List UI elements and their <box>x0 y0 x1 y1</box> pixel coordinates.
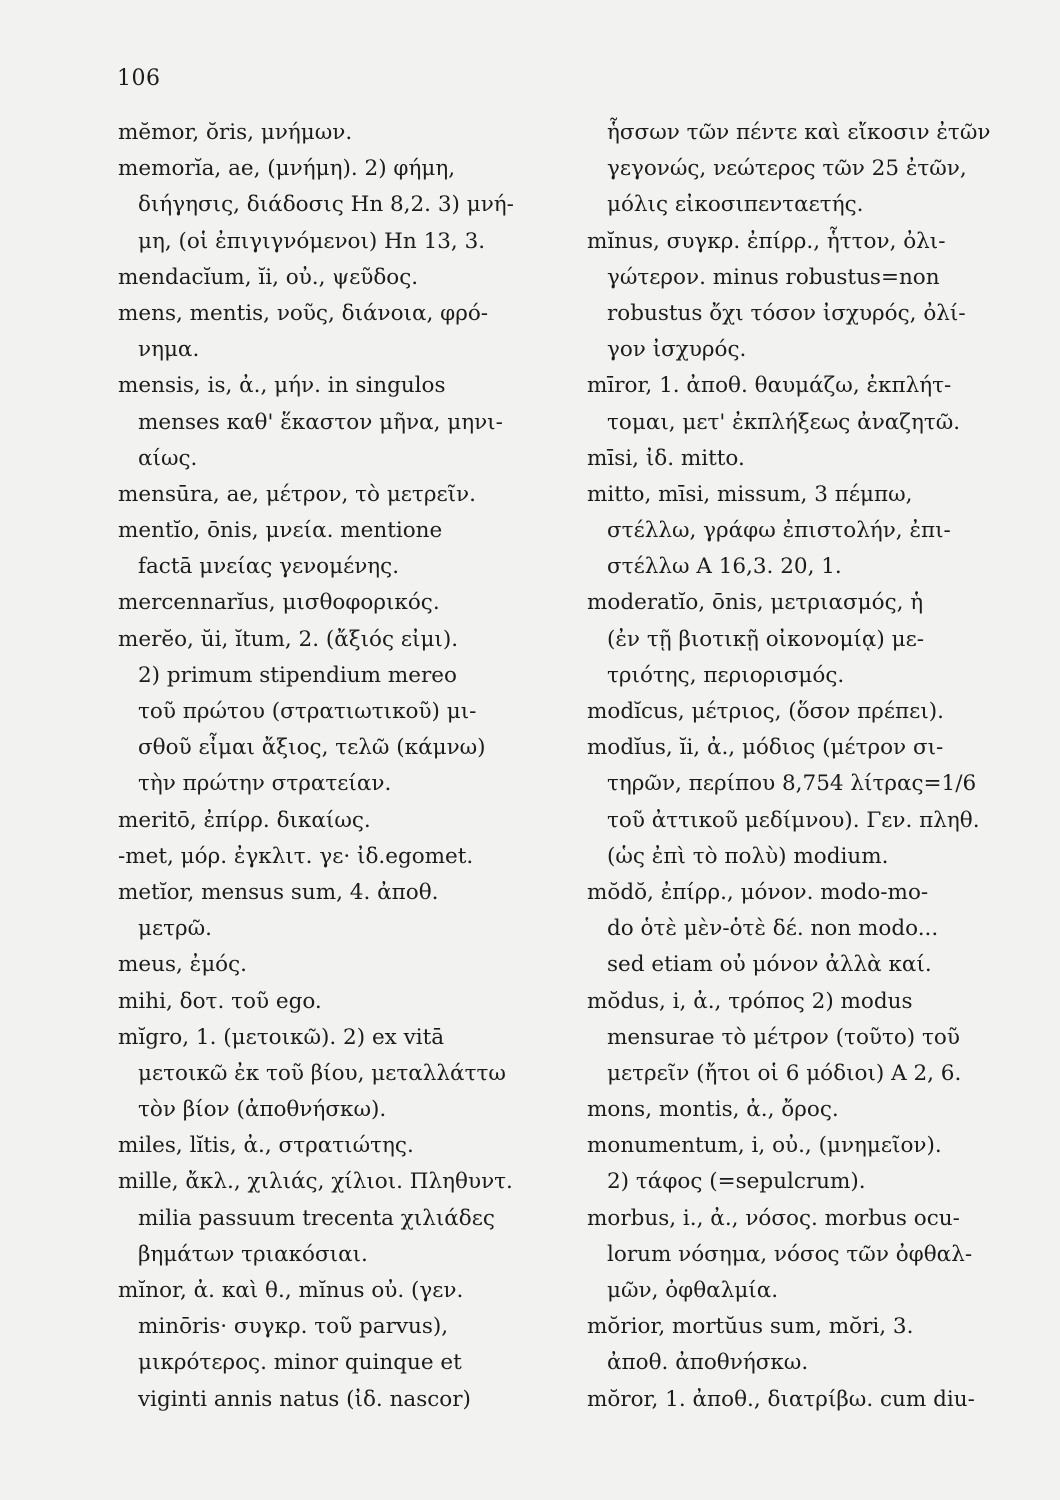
entry-line: στέλλω A 16,3. 20, 1. <box>607 554 842 580</box>
entry-line: merĕo, ŭi, ĭtum, 2. (ἄξιός εἰμι). <box>118 626 459 652</box>
entry-line: γώτερον. minus robustus=non <box>607 264 940 290</box>
entry-line: viginti annis natus (ἰδ. nascor) <box>138 1386 471 1412</box>
entry-line: mīsi, ἰδ. mitto. <box>587 445 745 471</box>
entry-line: mentĭo, ōnis, μνεία. mentione <box>118 518 443 544</box>
entry-line: 2) τάφος (=sepulcrum). <box>607 1169 866 1195</box>
entry-line: mĭnor, ἀ. καὶ θ., mĭnus οὐ. (γεν. <box>118 1278 464 1303</box>
entry-line: mĭgro, 1. (μετοικῶ). 2) ex vitā <box>118 1024 445 1050</box>
entry-line: do ὁτὲ μὲν-ὁτὲ δέ. non modo... <box>607 916 939 942</box>
entry-line: mensis, is, ἀ., μήν. in singulos <box>118 373 446 399</box>
entry-line: memorĭa, ae, (μνήμη). 2) φήμη, <box>118 156 456 182</box>
entry-line: τοῦ πρώτου (στρατιωτικοῦ) μι- <box>138 699 477 724</box>
entry-line: mitto, mīsi, missum, 3 πέμπω, <box>587 481 913 507</box>
entry-line: μετοικῶ ἐκ τοῦ βίου, μεταλλάττω <box>138 1060 506 1086</box>
entry-line: μῶν, ὀφθαλμία. <box>607 1278 779 1303</box>
entry-line: βημάτων τριακόσιαι. <box>138 1241 368 1267</box>
entry-line: morbus, i., ἀ., νόσος. morbus ocu- <box>587 1205 960 1231</box>
entry-line: modĭus, ĭi, ἀ., μόδιος (μέτρον σι- <box>587 735 944 761</box>
entry-line: mille, ἄκλ., χιλιάς, χίλιοι. Πληθυντ. <box>118 1169 513 1195</box>
entry-line: meritō, ἐπίρρ. δικαίως. <box>118 807 371 833</box>
entry-line: moderatĭo, ōnis, μετριασμός, ἡ <box>587 590 924 616</box>
entry-line: mens, mentis, νοῦς, διάνοια, φρό- <box>118 300 489 326</box>
entry-line: τὸν βίον (ἀποθνήσκω). <box>138 1097 387 1123</box>
entry-line: menses καθ' ἕκαστον μῆνα, μηνι- <box>138 409 503 435</box>
entry-line: mensurae τὸ μέτρον (τοῦτο) τοῦ <box>607 1024 960 1050</box>
entry-line: mŏrior, mortŭus sum, mŏri, 3. <box>587 1314 914 1340</box>
entry-line: mŏdus, i, ἀ., τρόπος 2) modus <box>587 988 913 1014</box>
entry-line: milia passuum trecenta χιλιάδες <box>138 1205 495 1231</box>
entry-line: mendacĭum, ĭi, οὐ., ψεῦδος. <box>118 264 419 290</box>
entry-line: μόλις εἰκοσιπενταετής. <box>607 192 864 218</box>
entry-line: μη, (οἱ ἐπιγιγνόμενοι) Hn 13, 3. <box>138 228 486 254</box>
entry-line: (ὡς ἐπὶ τὸ πολὺ) modium. <box>607 843 889 869</box>
entry-line: mons, montis, ἀ., ὄρος. <box>587 1097 839 1123</box>
entry-line: γον ἰσχυρός. <box>607 337 747 363</box>
entry-line: mensūra, ae, μέτρον, τὸ μετρεῖν. <box>118 481 476 507</box>
entry-line: meus, ἐμός. <box>118 952 247 978</box>
entry-line: factā μνείας γενομένης. <box>138 554 400 580</box>
entry-line: lorum νόσημα, νόσος τῶν ὀφθαλ- <box>607 1241 973 1267</box>
entry-line: minōris· συγκρ. τοῦ parvus), <box>138 1314 449 1340</box>
entry-line: μετρεῖν (ἤτοι οἱ 6 μόδιοι) A 2, 6. <box>607 1060 962 1086</box>
entry-line: mihi, δοτ. τοῦ ego. <box>118 988 322 1014</box>
entry-line: ἀποθ. ἀποθνήσκω. <box>607 1350 809 1376</box>
entry-line: monumentum, i, οὐ., (μνημεῖον). <box>587 1133 942 1159</box>
entry-line: robustus ὄχι τόσον ἰσχυρός, ὀλί- <box>607 300 966 326</box>
entry-line: mercennarĭus, μισθοφορικός. <box>118 590 440 616</box>
entry-line: modĭcus, μέτριος, (ὅσον πρέπει). <box>587 699 944 724</box>
entry-line: -met, μόρ. ἐγκλιτ. γε· ἰδ.egomet. <box>118 843 474 869</box>
entry-line: τηρῶν, περίπου 8,754 λίτρας=1/6 <box>607 771 977 797</box>
right-column <box>587 115 1032 1418</box>
entry-line: ἧσσων τῶν πέντε καὶ εἴκοσιν ἐτῶν <box>607 120 991 145</box>
entry-line: mĭnus, συγκρ. ἐπίρρ., ἧττον, ὀλι- <box>587 228 946 254</box>
entry-line: miles, lĭtis, ἀ., στρατιώτης. <box>118 1133 414 1159</box>
entry-line: σθοῦ εἶμαι ἄξιος, τελῶ (κάμνω) <box>138 735 486 761</box>
entry-line: τριότης, περιορισμός. <box>607 662 845 688</box>
entry-line: στέλλω, γράφω ἐπιστολήν, ἐπι- <box>607 518 951 544</box>
entry-line: metĭor, mensus sum, 4. ἀποθ. <box>118 879 439 905</box>
entry-line: mŏdŏ, ἐπίρρ., μόνον. modo-mo- <box>587 879 929 905</box>
entry-line: νημα. <box>138 337 200 363</box>
entry-line: διήγησις, διάδοσις Hn 8,2. 3) μνή- <box>138 192 514 218</box>
entry-line: mŏror, 1. ἀποθ., διατρίβω. cum diu- <box>587 1386 975 1412</box>
entry-line: sed etiam οὐ μόνον ἀλλὰ καί. <box>607 952 932 978</box>
entry-line: τοῦ ἀττικοῦ μεδίμνου). Γεν. πληθ. <box>607 807 980 833</box>
left-column <box>118 115 558 1418</box>
entry-line: μετρῶ. <box>138 916 213 942</box>
entry-line: τὴν πρώτην στρατείαν. <box>138 771 392 797</box>
entry-line: αίως. <box>138 445 198 471</box>
entry-line: 2) primum stipendium mereo <box>138 662 457 688</box>
entry-line: γεγονώς, νεώτερος τῶν 25 ἐτῶν, <box>607 156 967 182</box>
page-number: 106 <box>117 66 161 91</box>
entry-line: (ἐν τῇ βιοτικῇ οἰκονομίᾳ) με- <box>607 626 925 652</box>
entry-line: mīror, 1. ἀποθ. θαυμάζω, ἐκπλήτ- <box>587 373 952 399</box>
entry-line: mĕmor, ŏris, μνήμων. <box>118 120 353 145</box>
entry-line: τομαι, μετ' ἐκπλήξεως ἀναζητῶ. <box>607 409 961 435</box>
entry-line: μικρότερος. minor quinque et <box>138 1350 462 1376</box>
